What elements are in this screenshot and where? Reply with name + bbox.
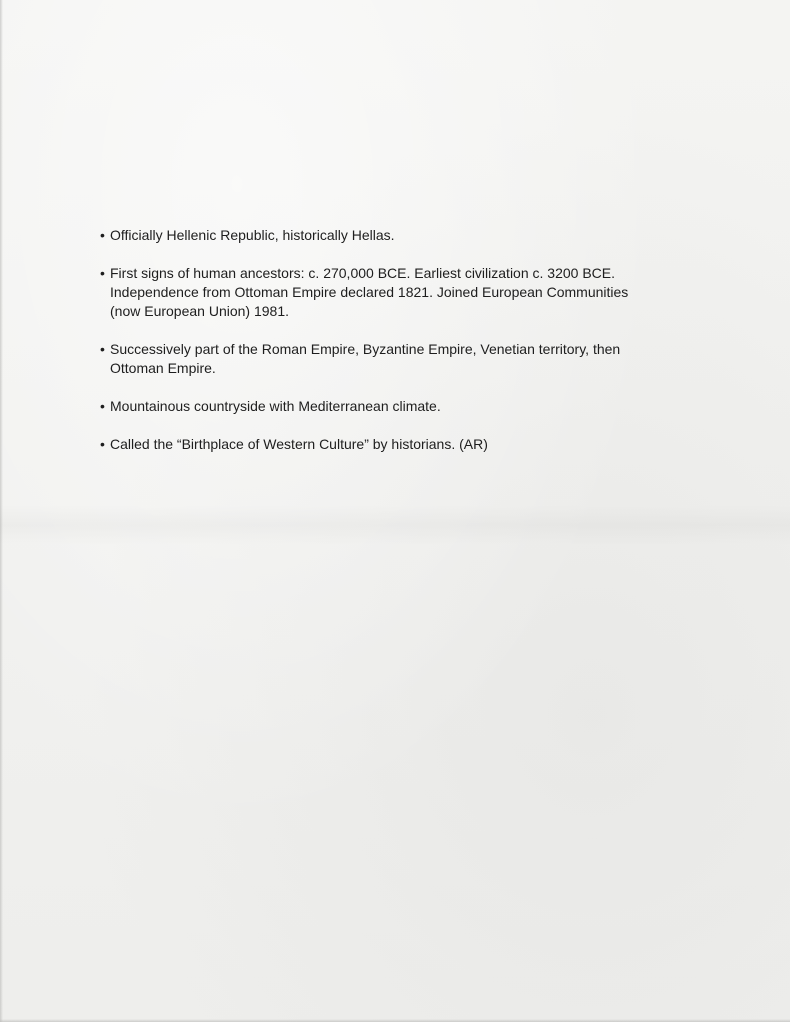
- fact-item: • Officially Hellenic Republic, historically Hellas.: [100, 226, 660, 245]
- fact-item: • First signs of human ancestors: c. 270,000 BCE. Earliest civilization c. 3200 BCE. Independence from Ottoman Empire declared 1821. Joined European Communities (now European Union) 1981.: [100, 264, 660, 321]
- paper-crease: [0, 505, 790, 545]
- fact-item: • Mountainous countryside with Mediterranean climate.: [100, 397, 660, 416]
- fact-item: • Successively part of the Roman Empire, Byzantine Empire, Venetian territory, then Ottoman Empire.: [100, 340, 660, 378]
- fact-list: [100, 226, 660, 473]
- fact-item: • Called the “Birthplace of Western Culture” by historians. (AR): [100, 435, 660, 454]
